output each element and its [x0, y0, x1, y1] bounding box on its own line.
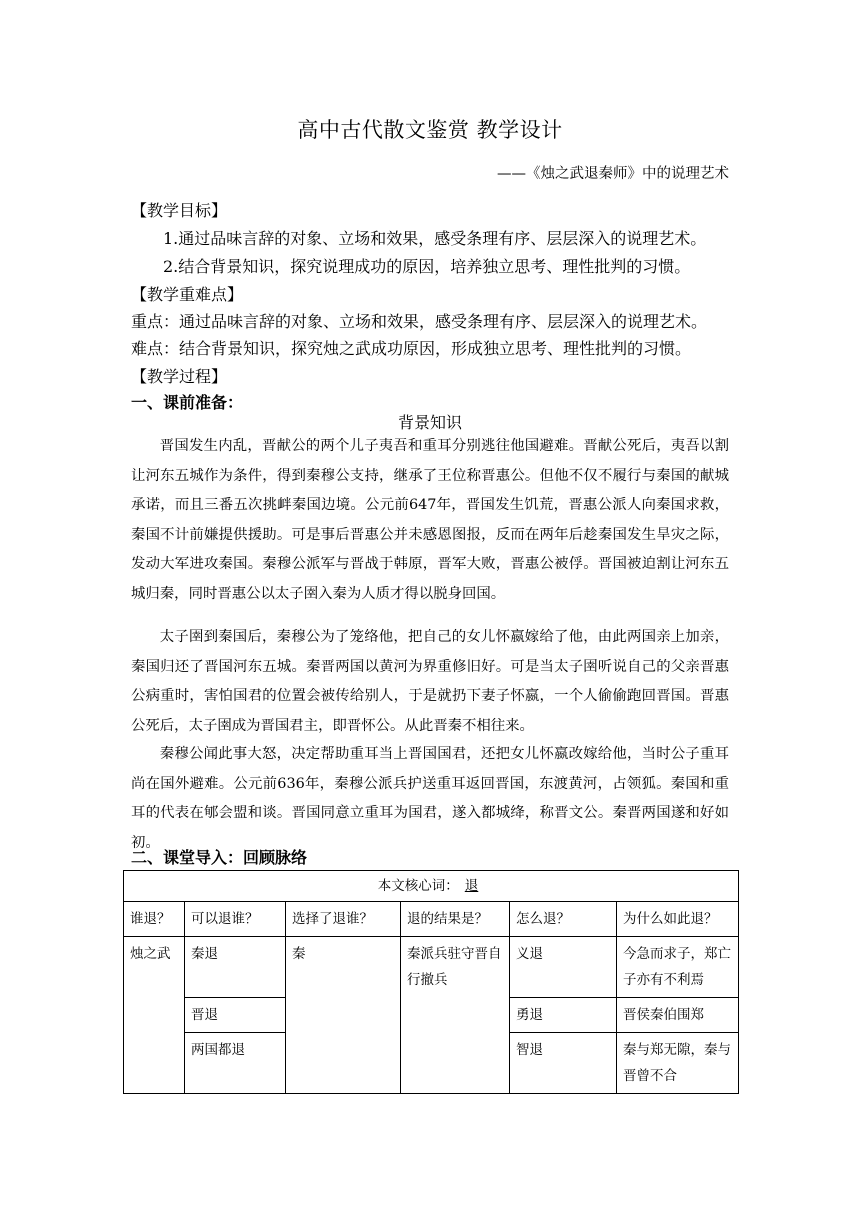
- table-header: 为什么如此退？: [617, 902, 739, 937]
- goals-heading: 【教学目标】: [131, 201, 228, 220]
- page-title: 高中古代散文鉴赏 教学设计: [297, 118, 563, 142]
- table-cell-how: 智退: [510, 1033, 617, 1094]
- table-header: 可以退谁？: [185, 902, 286, 937]
- table-cell-why: 秦与郑无隙，秦与晋曾不合: [617, 1033, 739, 1094]
- table-cell-can-retreat: 秦退: [185, 937, 286, 998]
- goal-2: 2.结合背景知识，探究说理成功的原因，培养独立思考、理性批判的习惯。: [163, 257, 691, 276]
- table-cell-why: 今急而求子，郑亡子亦有不利焉: [617, 937, 739, 998]
- table-cell-how: 义退: [510, 937, 617, 998]
- table-header: 选择了退谁？: [286, 902, 401, 937]
- table-header: 谁退？: [124, 902, 185, 937]
- background-paragraph-2: 太子圉到秦国后，秦穆公为了笼络他，把自己的女儿怀嬴嫁给了他，由此两国亲上加亲，秦国归还了晋国河东五城。秦晋两国以黄河为界重修旧好。可是当太子圉听说自己的父亲晋惠公病重时，害怕国君的位置会被传给别人，于是就扔下妻子怀嬴，一个人偷偷跑回晋国。晋惠公死后，太子圉成为晋国君主，即晋怀公。从此晋秦不相往来。: [131, 629, 729, 734]
- table-cell-how: 勇退: [510, 998, 617, 1033]
- background-paragraph-3: 秦穆公闻此事大怒，决定帮助重耳当上晋国国君，还把女儿怀嬴改嫁给他，当时公子重耳尚在国外避难。公元前636年，秦穆公派兵护送重耳返回晋国，东渡黄河，占领狐。秦国和重耳的代表在郇会盟和谈。晋国同意立重耳为国君，遂入都城绛，称晋文公。秦晋两国遂和好如初。: [131, 746, 729, 851]
- table-caption: [124, 871, 739, 902]
- background-paragraph-1: 晋国发生内乱，晋献公的两个儿子夷吾和重耳分别逃往他国避难。晋献公死后，夷吾以割让河东五城作为条件，得到秦穆公支持，继承了王位称晋惠公。但他不仅不履行与秦国的献城承诺，而且三番五次挑衅秦国边境。公元前647年，晋国发生饥荒，晋惠公派人向秦国求救，秦国不计前嫌提供援助。可是事后晋惠公并未感恩图报，反而在两年后趁秦国发生旱灾之际，发动大军进攻秦国。秦穆公派军与晋战于韩原，晋军大败，晋惠公被俘。晋国被迫割让河东五城归秦，同时晋惠公以太子圉入秦为人质才得以脱身回国。: [131, 438, 729, 602]
- table-cell-can-retreat: 晋退: [185, 998, 286, 1033]
- table-cell-can-retreat: 两国都退: [185, 1033, 286, 1094]
- table-header: 怎么退？: [510, 902, 617, 937]
- table-cell-result: 秦派兵驻守晋自行撤兵: [401, 937, 510, 1094]
- section-2-heading: 二、课堂导入：回顾脉络: [131, 848, 308, 867]
- core-word-table: [123, 870, 739, 1094]
- caption-word: 退: [464, 878, 479, 894]
- table-caption-row: [124, 871, 739, 902]
- section-1-heading: 一、课前准备：: [131, 393, 244, 412]
- table-header-row: [124, 902, 739, 937]
- page-subtitle: ——《烛之武退秦师》中的说理艺术: [497, 166, 729, 182]
- key-point: 重点：通过品味言辞的对象、立场和效果，感受条理有序、层层深入的说理艺术。: [131, 312, 708, 331]
- key-heading: 【教学重难点】: [131, 285, 244, 304]
- table-cell-who: 烛之武: [124, 937, 185, 1094]
- background-title: 背景知识: [397, 413, 462, 432]
- process-heading: 【教学过程】: [131, 367, 228, 386]
- table-cell-chose: 秦: [286, 937, 401, 1094]
- table-cell-why: 晋侯秦伯围郑: [617, 998, 739, 1033]
- table-header: 退的结果是？: [401, 902, 510, 937]
- caption-label: 本文核心词：: [377, 878, 459, 894]
- table-row: [124, 937, 739, 998]
- difficult-point: 难点：结合背景知识，探究烛之武成功原因，形成独立思考、理性批判的习惯。: [131, 339, 692, 358]
- goal-1: 1.通过品味言辞的对象、立场和效果，感受条理有序、层层深入的说理艺术。: [163, 229, 707, 248]
